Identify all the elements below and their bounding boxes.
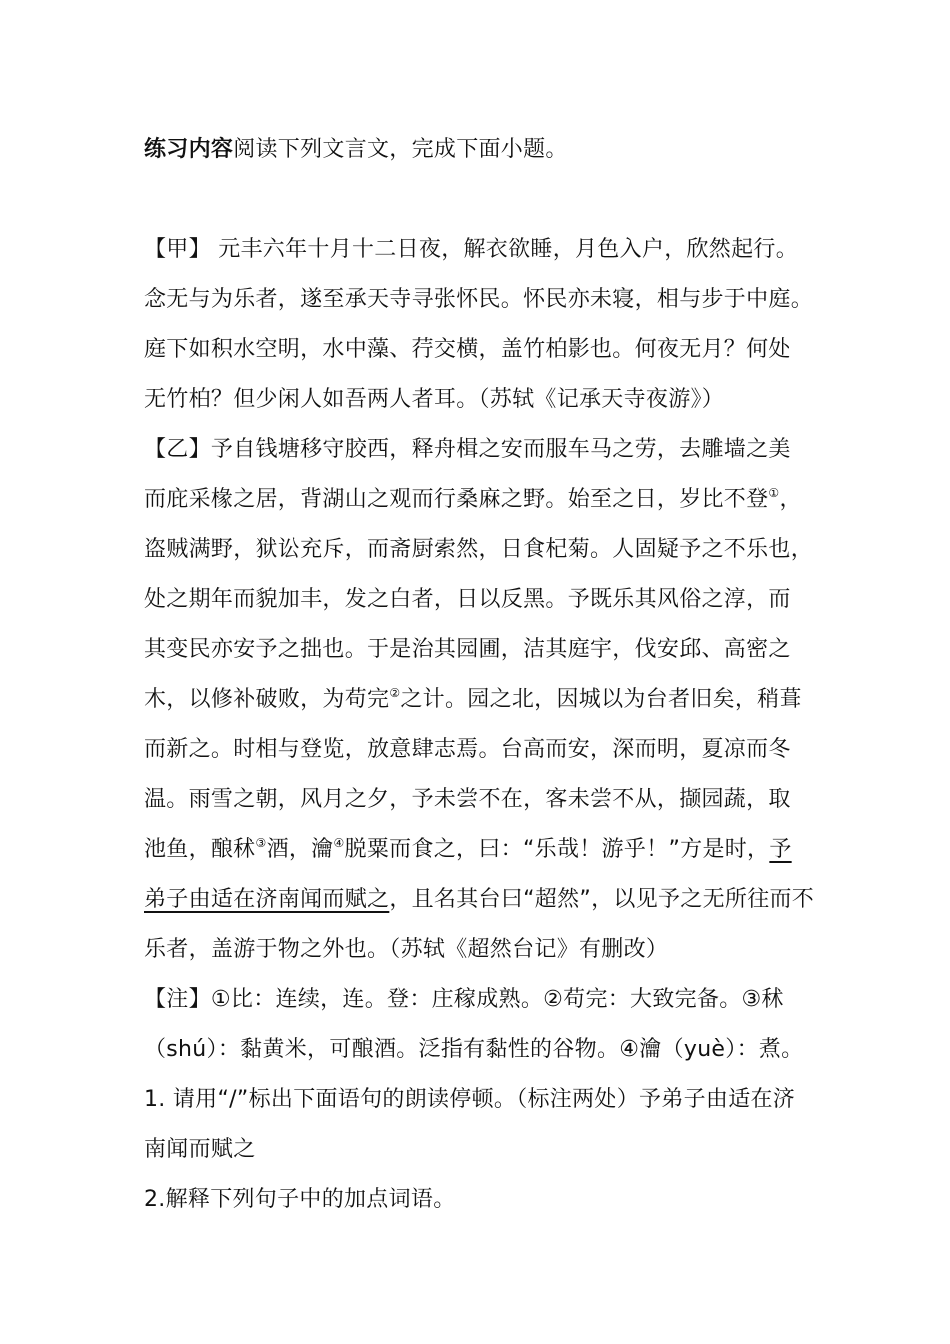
note-marker-3: ③ xyxy=(255,836,267,850)
yi-line-6-a: 木，以修补破败，为苟完 xyxy=(144,687,390,712)
note-marker-1: ① xyxy=(768,486,780,500)
notes-line-2: （shú）：黏黄米，可酿酒。泛指有黏性的谷物。④瀹（yuè）：煮。 xyxy=(144,1037,804,1062)
question-1-line-1: 1. 请用“/”标出下面语句的朗读停顿。（标注两处）予弟子由适在济 xyxy=(144,1087,796,1112)
yi-line-1: 【乙】予自钱塘移守胶西，释舟楫之安而服车马之劳，去雕墙之美 xyxy=(144,437,791,462)
yi-line-4: 处之期年而貌加丰，发之白者，日以反黑。予既乐其风俗之淳，而 xyxy=(144,587,791,612)
notes-line-1: 【注】①比：连续，连。登：庄稼成熟。②苟完：大致完备。③秫 xyxy=(144,987,784,1012)
yi-line-9-a: 池鱼，酿秫 xyxy=(144,837,256,862)
heading-text: 阅读下列文言文，完成下面小题。 xyxy=(233,137,568,162)
yi-line-2-end: ， xyxy=(779,487,802,512)
yi-line-2-text: 而庇采椽之居，背湖山之观而行桑麻之野。始至之日，岁比不登 xyxy=(144,487,769,512)
note-marker-4: ④ xyxy=(333,836,345,850)
yi-line-2 xyxy=(144,487,802,513)
note-marker-2: ② xyxy=(389,686,401,700)
jia-line-1: 【甲】 元丰六年十月十二日夜，解衣欲睡，月色入户，欣然起行。 xyxy=(144,237,798,262)
yi-line-7: 而新之。时相与登览，放意肆志焉。台高而安，深而明，夏凉而冬 xyxy=(144,737,791,762)
yi-line-9-c: 脱粟而食之，曰：“乐哉！游乎！”方是时， xyxy=(344,837,770,862)
yi-line-5: 其变民亦安予之拙也。于是治其园圃，洁其庭宇，伐安邱、高密之 xyxy=(144,637,791,662)
yi-line-10-b: ，且名其台曰“超然”，以见予之无所往而不 xyxy=(389,887,815,912)
yi-line-10 xyxy=(144,887,814,913)
yi-line-8: 温。雨雪之朝，风月之夕，予未尝不在，客未尝不从，撷园蔬，取 xyxy=(144,787,791,812)
underlined-sentence-start: 予 xyxy=(769,837,792,862)
yi-line-3: 盗贼满野，狱讼充斥，而斋厨索然，日食杞菊。人固疑予之不乐也， xyxy=(144,537,814,562)
yi-line-9-b: 酒，瀹 xyxy=(266,837,334,862)
question-2: 2.解释下列句子中的加点词语。 xyxy=(144,1187,456,1212)
underlined-sentence: 弟子由适在济南闻而赋之 xyxy=(144,887,390,912)
yi-line-11: 乐者，盖游于物之外也。（苏轼《超然台记》有删改） xyxy=(144,937,669,962)
jia-line-4: 无竹柏？但少闲人如吾两人者耳。（苏轼《记承天寺夜游》） xyxy=(144,387,725,412)
jia-line-2: 念无与为乐者，遂至承天寺寻张怀民。怀民亦未寝，相与步于中庭。 xyxy=(144,287,814,312)
heading-bold: 练习内容 xyxy=(144,137,234,162)
yi-line-6-b: 之计。园之北，因城以为台者旧矣，稍葺 xyxy=(400,687,802,712)
yi-line-6 xyxy=(144,687,802,713)
heading-line xyxy=(144,137,568,163)
yi-line-9 xyxy=(144,837,792,863)
question-1-line-2: 南闻而赋之 xyxy=(144,1137,256,1162)
jia-line-3: 庭下如积水空明，水中藻、荇交横，盖竹柏影也。何夜无月？何处 xyxy=(144,337,791,362)
